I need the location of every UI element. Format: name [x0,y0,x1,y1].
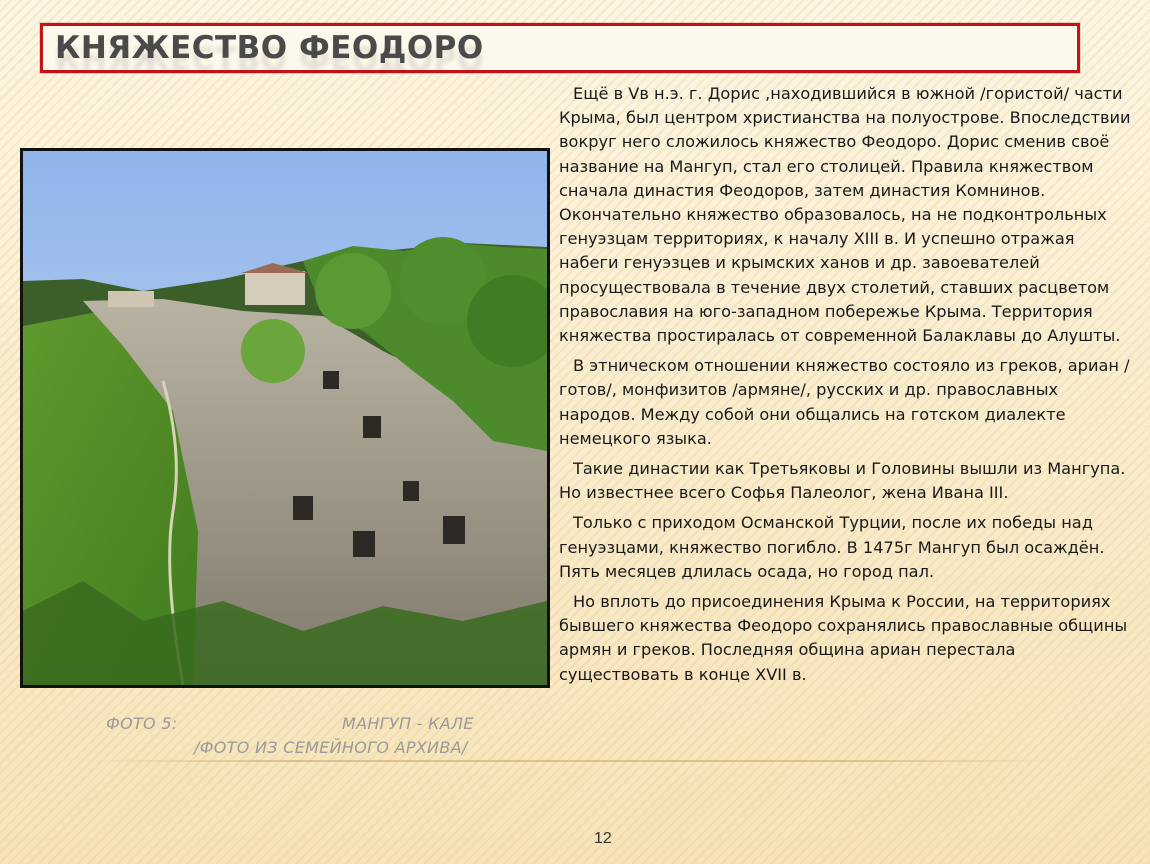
paragraph: Только с приходом Османской Турции, после их победы над генуэзцами, княжество погибло. В 1475г Мангуп был осаждён. Пять месяцев длилась осада, но город пал. [559,513,1105,581]
paragraph: Такие династии как Третьяковы и Головины вышли из Мангупа. Но известнее всего Софья Палеолог, жена Ивана III. [559,459,1126,503]
photo-mangup-kale [20,148,550,688]
landscape-image [23,151,547,685]
caption-title: МАНГУП - КАЛЕ [342,714,474,733]
page-number: 12 [594,830,612,847]
divider-line [90,760,1050,762]
paragraph: В этническом отношении княжество состояло из греков, ариан /готов/, монфизитов /армяне/, русских и др. православных народов. Между собой они общались на готском диалекте немецкого языка. [559,356,1130,448]
slide-title: КНЯЖЕСТВО ФЕОДОРО [55,30,484,66]
paragraph: Но вплоть до присоединения Крыма к России, на территориях бывшего княжества Феодоро сохранялись православные общины армян и греков. Последняя община ариан перестала существовать в конце XVII в. [559,592,1128,684]
body-text [559,82,1131,693]
caption-label: ФОТО 5: [106,714,178,733]
paragraph: Ещё в Vв н.э. г. Дорис ,находившийся в южной /гористой/ части Крыма, был центром христианства на полуострове. Впоследствии вокруг него сложилось княжество Феодоро. Дорис сменив своё название на Мангуп, стал его столицей. Правила княжеством сначала династия Феодоров, затем династия Комнинов. Окончательно княжество образовалось, на не подконтрольных генуэзцам территориях, к началу XIII в. И успешно отражая набеги генуэзцев и крымских ханов и др. завоевателей просуществовала в течение двух столетий, ставших расцветом православия на юго-западном побережье Крыма. Территория княжества простиралась от современной Балаклавы до Алушты. [559,84,1131,346]
title-box [40,23,1080,73]
caption-source: /ФОТО ИЗ СЕМЕЙНОГО АРХИВА/ [194,738,468,757]
